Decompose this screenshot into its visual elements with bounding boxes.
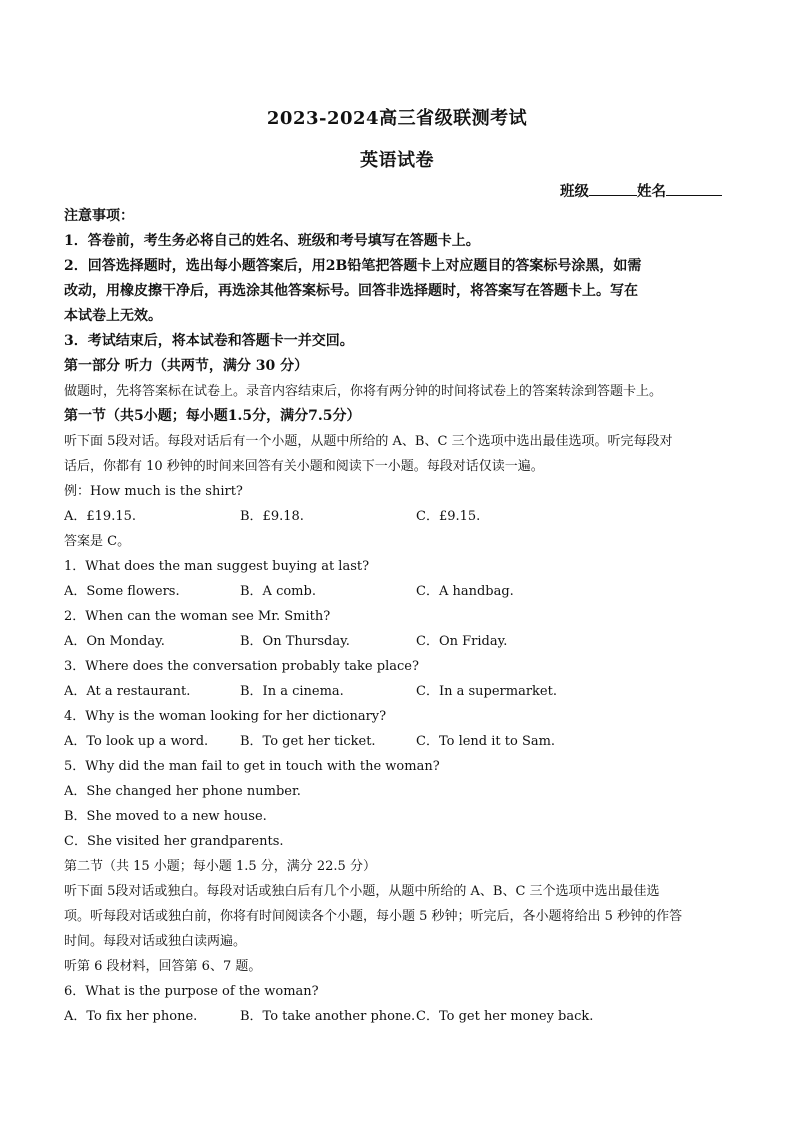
option-a: A．£19.15. — [64, 509, 137, 524]
example-options — [64, 504, 730, 529]
option-b: B．She moved to a new house. — [64, 809, 267, 824]
exam-content — [64, 204, 730, 1029]
question-5: 5．Why did the man fail to get in touch with the woman? — [64, 759, 440, 774]
name-blank[interactable] — [666, 183, 722, 196]
question-3-options — [64, 679, 730, 704]
option-b: B．To take another phone. — [240, 1009, 416, 1024]
option-a: A．Some flowers. — [64, 584, 180, 599]
option-b: B．On Thursday. — [240, 634, 350, 649]
question-6-options — [64, 1004, 730, 1029]
question-6: 6．What is the purpose of the woman? — [64, 984, 319, 999]
option-b: B．£9.18. — [240, 509, 304, 524]
notice-line: 1．答卷前，考生务必将自己的姓名、班级和考号填写在答题卡上。 — [64, 233, 480, 249]
section1-instruction: 话后，你都有 10 秒钟的时间来回答有关小题和阅读下一小题。每段对话仅读一遍。 — [64, 459, 544, 474]
option-c: C．£9.15. — [416, 509, 481, 524]
question-1: 1．What does the man suggest buying at last? — [64, 559, 370, 574]
option-c: C．A handbag. — [416, 584, 514, 599]
option-a: A．She changed her phone number. — [64, 784, 301, 799]
option-b: B．To get her ticket. — [240, 734, 376, 749]
section2-heading: 第二节（共 15 小题；每小题 1.5 分，满分 22.5 分） — [64, 859, 376, 874]
example-question: 例：How much is the shirt? — [64, 484, 243, 499]
example-answer: 答案是 C。 — [64, 534, 131, 549]
option-a: A．To look up a word. — [64, 734, 209, 749]
option-a: A．On Monday. — [64, 634, 165, 649]
exam-subtitle: 英语试卷 — [360, 150, 434, 171]
class-name-fields — [560, 180, 722, 201]
section1-heading: 第一节（共5小题；每小题1.5分，满分7.5分） — [64, 408, 361, 424]
question-1-options — [64, 579, 730, 604]
option-b: B．In a cinema. — [240, 684, 344, 699]
class-label: 班级 — [560, 183, 589, 200]
option-c: C．On Friday. — [416, 634, 508, 649]
section1-instruction: 听下面 5段对话。每段对话后有一个小题，从题中所给的 A、B、C 三个选项中选出最佳选项。听完每段对 — [64, 434, 673, 449]
part1-instruction: 做题时，先将答案标在试卷上。录音内容结束后，你将有两分钟的时间将试卷上的答案转涂到答题卡上。 — [64, 384, 663, 399]
section2-instruction: 项。听每段对话或独白前，你将有时间阅读各个小题，每小题 5 秒钟；听完后，各小题将给出 5 秒钟的作答 — [64, 909, 683, 924]
part1-heading: 第一部分 听力（共两节，满分 30 分） — [64, 358, 309, 374]
option-c: C．To get her money back. — [416, 1009, 594, 1024]
section2-instruction: 听下面 5段对话或独白。每段对话或独白后有几个小题，从题中所给的 A、B、C 三个选项中选出最佳选 — [64, 884, 660, 899]
option-c: C．In a supermarket. — [416, 684, 557, 699]
option-a: A．To fix her phone. — [64, 1009, 198, 1024]
question-2-options — [64, 629, 730, 654]
class-blank[interactable] — [589, 183, 637, 196]
material-6-intro: 听第 6 段材料，回答第 6、7 题。 — [64, 959, 262, 974]
question-3: 3．Where does the conversation probably take place? — [64, 659, 419, 674]
name-label: 姓名 — [637, 183, 666, 200]
option-b: B．A comb. — [240, 584, 316, 599]
notice-line: 2．回答选择题时，选出每小题答案后，用2B铅笔把答题卡上对应题目的答案标号涂黑，如需 — [64, 258, 642, 274]
notice-heading: 注意事项： — [64, 208, 134, 224]
option-c: C．To lend it to Sam. — [416, 734, 556, 749]
exam-title: 2023-2024高三省级联测考试 — [266, 108, 528, 129]
question-2: 2．When can the woman see Mr. Smith? — [64, 609, 331, 624]
question-4: 4．Why is the woman looking for her dictionary? — [64, 709, 387, 724]
notice-line: 本试卷上无效。 — [64, 308, 162, 324]
option-a: A．At a restaurant. — [64, 684, 191, 699]
section2-instruction: 时间。每段对话或独白读两遍。 — [64, 934, 247, 949]
question-4-options — [64, 729, 730, 754]
notice-line: 改动，用橡皮擦干净后，再选涂其他答案标号。回答非选择题时，将答案写在答题卡上。写在 — [64, 283, 638, 299]
notice-line: 3．考试结束后，将本试卷和答题卡一并交回。 — [64, 333, 354, 349]
option-c: C．She visited her grandparents. — [64, 834, 284, 849]
